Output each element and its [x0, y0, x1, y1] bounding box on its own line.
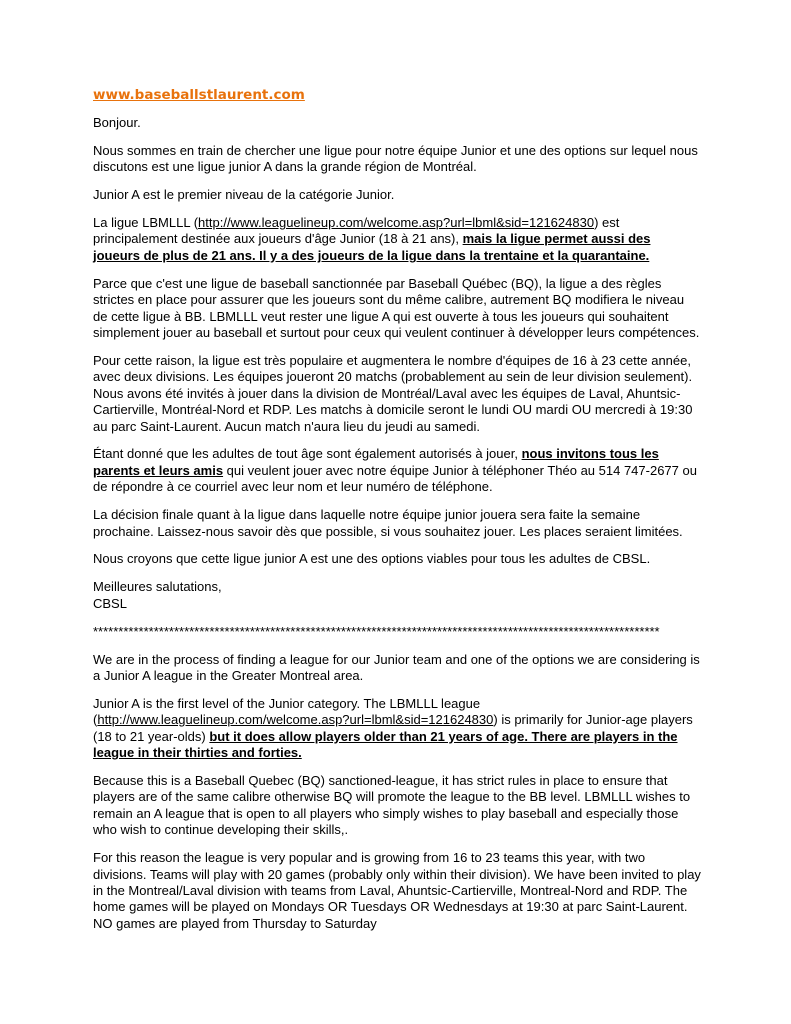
fr-paragraph-decision: La décision finale quant à la ligue dans laquelle notre équipe junior jouera sera faite la semaine prochaine. Laissez-nous savoir dès que possible, si vous souhaitez jouer. Les places seraient limitées.: [93, 507, 683, 539]
closing-line-1: Meilleures salutations,: [93, 579, 222, 595]
fr-paragraph-league: [93, 215, 701, 264]
fr-paragraph-popularity: Pour cette raison, la ligue est très populaire et augmentera le nombre d'équipes de 16 à 23 cette année, avec deux divisions. Les équipes joueront 20 matchs (probablement au sein de leur division seulement). Nous avons été invités à jouer dans la division de Montréal/Laval avec les équipes de Laval, Ahuntsic-Cartierville, Montréal-Nord et RDP. Les matchs à domicile seront le lundi OU mardi OU mercredi à 19:30 au parc Saint-Laurent. Aucun match n'aura lieu du jeudi au samedi.: [93, 352, 693, 434]
en-paragraph-league: [93, 696, 701, 762]
fr-paragraph-viable: Nous croyons que cette ligue junior A est une des options viables pour tous les adultes de CBSL.: [93, 551, 651, 567]
fr-league-text-mid: ) est principalement destinée aux joueurs d'âge Junior (18 à 21 ans),: [93, 215, 620, 247]
fr-league-text-pre: La ligue LBMLLL (: [93, 215, 199, 231]
asterisk-divider: ****************************************************************************************************************: [93, 623, 660, 639]
fr-paragraph-junior-a: Junior A est le premier niveau de la catégorie Junior.: [93, 187, 395, 203]
en-age-note-bold: but it does allow players older than 21 years of age. There are players in the league in their thirties and forties.: [93, 728, 678, 761]
site-link-line: [93, 87, 701, 103]
fr-invitation-bold: nous invitons tous les parents et leurs amis: [93, 446, 659, 478]
en-league-text-mid: ) is primarily for Junior-age players (18 to 21 year-olds): [93, 712, 693, 744]
en-paragraph-intro: We are in the process of finding a league for our Junior team and one of the options we are considering is a Junior A league in the Greater Montreal area.: [93, 651, 700, 683]
fr-age-note-bold: mais la ligue permet aussi des joueurs de plus de 21 ans. Il y a des joueurs de la ligue dans la trentaine et la quarantaine.: [93, 231, 651, 263]
closing-line-2: CBSL: [93, 595, 127, 611]
fr-paragraph-intro: Nous sommes en train de chercher une ligue pour notre équipe Junior et une des options sur lequel nous discutons est une ligue junior A dans la grande région de Montréal.: [93, 142, 698, 175]
league-url-fr[interactable]: http://www.leaguelineup.com/welcome.asp?url=lbml&sid=121624830: [198, 215, 595, 231]
greeting-text: Bonjour.: [93, 114, 141, 130]
closing-block: [93, 579, 701, 612]
en-league-text-pre: Junior A is the first level of the Junior category. The LBMLLL league (: [93, 695, 481, 728]
en-paragraph-sanction: Because this is a Baseball Quebec (BQ) sanctioned-league, it has strict rules in place to ensure that players are of the same calibre otherwise BQ will promote the league to the BB level. LBMLLL wishes to remain an A league that is open to all players who simply wishes to play baseball and especially those who wish to continue developing their skills,.: [93, 773, 691, 838]
en-paragraph-popularity: For this reason the league is very popular and is growing from 16 to 23 teams this year, with two divisions. Teams will play with 20 games (probably only within their division). We have been invited to play in the Montreal/Laval division with teams from Laval, Ahuntsic-Cartierville, Montreal-Nord and RDP. The home games will be played on Mondays OR Tuesdays OR Wednesdays at 19:30 at parc Saint-Laurent. NO games are played from Thursday to Saturday: [93, 850, 701, 931]
fr-paragraph-sanction: Parce que c'est une ligue de baseball sanctionnée par Baseball Québec (BQ), la ligue a des règles strictes en place pour assurer que les joueurs sont du même calibre, autrement BQ modifiera le niveau de cette ligue à BB. LBMLLL veut rester une ligue A qui est ouverte à tous les joueurs qui souhaitent simplement jouer au baseball et surtout pour ceux qui veulent continuer à développer leurs compétences.: [93, 275, 700, 340]
league-url-en[interactable]: http://www.leaguelineup.com/welcome.asp?url=lbml&sid=121624830: [97, 712, 494, 728]
fr-invitation-post: qui veulent jouer avec notre équipe Junior à téléphoner Théo au 514 747-2677 ou de répondre à ce courriel avec leur nom et leur numéro de téléphone.: [93, 462, 697, 495]
site-link[interactable]: www.baseballstlaurent.com: [93, 87, 305, 103]
fr-paragraph-invitation: [93, 446, 701, 495]
fr-invitation-pre: Étant donné que les adultes de tout âge sont également autorisés à jouer,: [93, 446, 522, 462]
